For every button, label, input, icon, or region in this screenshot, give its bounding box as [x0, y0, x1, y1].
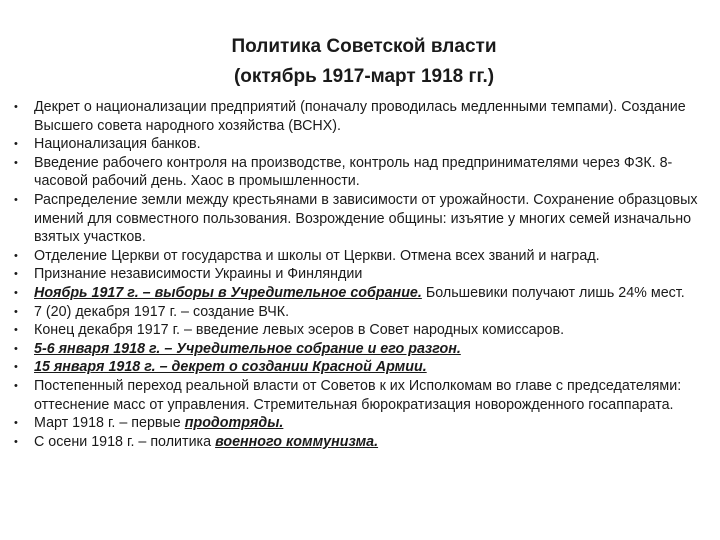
bullet-icon: • — [14, 379, 18, 392]
list-item — [14, 377, 714, 414]
list-item — [14, 265, 714, 284]
bullet-icon: • — [14, 101, 18, 113]
item-emphasis: продотряды. — [184, 415, 284, 432]
item-text: Декрет о национализации предприятий (поначалу проводилась медленными темпами). Создание Высшего совета народного хозяйства (ВСНХ). — [34, 99, 686, 134]
list-item — [14, 135, 714, 154]
item-text: Отделение Церкви от государства и школы от Церкви. Отмена всех званий и наград. — [34, 247, 600, 264]
bullet-icon: • — [14, 138, 18, 151]
list-item — [14, 98, 714, 135]
list-item — [14, 303, 714, 322]
bullet-icon: • — [14, 249, 18, 262]
bullet-icon: • — [14, 435, 18, 448]
item-text: С осени 1918 г. – политика — [34, 433, 216, 450]
list-item — [14, 321, 714, 340]
bullet-icon: • — [14, 305, 18, 318]
bullet-icon: • — [14, 286, 18, 299]
list-item — [14, 433, 714, 452]
item-text: 7 (20) декабря 1917 г. – создание ВЧК. — [34, 303, 290, 320]
item-emphasis: 5-6 января 1918 г. – Учредительное собрание и его разгон. — [34, 340, 461, 357]
list-item — [14, 414, 714, 433]
list-item — [14, 154, 714, 191]
list-item — [14, 247, 714, 266]
item-emphasis: 15 января 1918 г. – декрет о создании Красной Армии. — [34, 359, 427, 376]
bullet-icon: • — [14, 324, 18, 337]
item-text: Март 1918 г. – первые — [34, 415, 185, 432]
item-text: Большевики получают лишь 24% мест. — [421, 284, 685, 301]
bullet-icon: • — [14, 268, 18, 281]
title-line-2: (октябрь 1917-март 1918 гг.) — [233, 66, 495, 87]
item-text: Конец декабря 1917 г. – введение левых эсеров в Совет народных комиссаров. — [34, 322, 565, 339]
item-text: Постепенный переход реальной власти от Советов к их Исполкомам во главе с председателями: оттеснение масс от управления. Стремительная бюрократизация новорожденного госаппарата. — [34, 377, 682, 413]
title-line-1: Политика Советской власти — [231, 36, 497, 57]
slide-title — [0, 32, 720, 92]
bullet-icon: • — [14, 156, 18, 169]
item-text: Распределение земли между крестьянами в зависимости от урожайности. Сохранение образцовых имений для совместного пользования. Возрождение общины: изъятие у многих семей изначально взятых участков. — [34, 191, 698, 246]
policy-list — [14, 98, 714, 451]
list-item — [14, 284, 714, 303]
bullet-icon: • — [14, 342, 18, 355]
item-text: Введение рабочего контроля на производстве, контроль над предпринимателями через ФЗК. 8-часовой рабочий день. Хаос в промышленности. — [34, 154, 673, 190]
bullet-icon: • — [14, 361, 18, 374]
list-item — [14, 340, 714, 359]
item-emphasis: военного коммунизма. — [215, 433, 379, 450]
bullet-icon: • — [14, 417, 18, 430]
item-text: Национализация банков. — [34, 136, 201, 153]
item-emphasis: Ноябрь 1917 г. – выборы в Учредительное собрание. — [34, 284, 422, 301]
bullet-icon: • — [14, 193, 18, 206]
list-item — [14, 191, 714, 247]
list-item — [14, 358, 714, 377]
item-text: Признание независимости Украины и Финляндии — [34, 266, 363, 283]
